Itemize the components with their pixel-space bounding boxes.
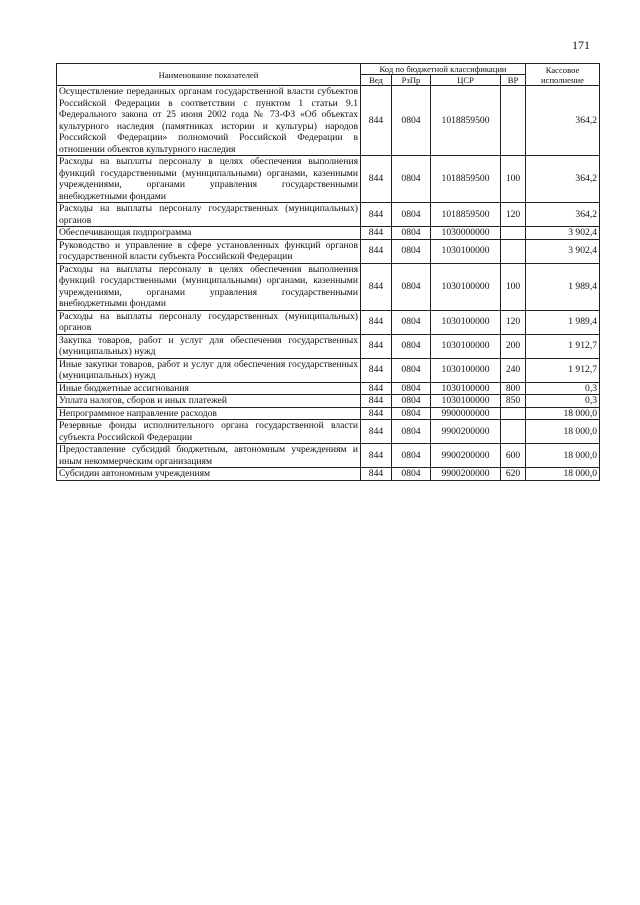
row-ved: 844 (361, 310, 392, 334)
row-name: Уплата налогов, сборов и иных платежей (57, 395, 361, 408)
row-amount: 0,3 (526, 395, 600, 408)
row-ved: 844 (361, 203, 392, 227)
row-ved: 844 (361, 407, 392, 420)
row-amount: 1 912,7 (526, 334, 600, 358)
row-amount: 18 000,0 (526, 407, 600, 420)
row-csr: 1030100000 (431, 395, 501, 408)
row-rzpr: 0804 (392, 310, 431, 334)
row-name: Расходы на выплаты персоналу в целях обеспечения выполнения функций государственными (муниципальными) органами, казенными учреждениями, органами управления государственными внебюджетными фондами (57, 263, 361, 310)
row-ved: 844 (361, 86, 392, 156)
row-csr: 1018859500 (431, 156, 501, 203)
row-csr: 1030100000 (431, 310, 501, 334)
row-amount: 0,3 (526, 382, 600, 395)
header-ved: Вед (361, 75, 392, 86)
table-row (57, 444, 600, 468)
row-amount: 1 989,4 (526, 263, 600, 310)
row-csr: 1030000000 (431, 227, 501, 240)
row-rzpr: 0804 (392, 407, 431, 420)
row-amount: 364,2 (526, 156, 600, 203)
row-name: Расходы на выплаты персоналу государственных (муниципальных) органов (57, 310, 361, 334)
table-row (57, 239, 600, 263)
row-amount: 18 000,0 (526, 444, 600, 468)
table-row (57, 468, 600, 481)
row-vr: 100 (501, 156, 526, 203)
table-row (57, 156, 600, 203)
row-vr: 620 (501, 468, 526, 481)
header-amount: Кассовое исполнение (526, 64, 600, 86)
row-csr: 1018859500 (431, 203, 501, 227)
row-vr: 600 (501, 444, 526, 468)
table-row (57, 86, 600, 156)
row-csr: 1030100000 (431, 239, 501, 263)
header-row-top (57, 64, 600, 75)
row-rzpr: 0804 (392, 382, 431, 395)
row-csr: 1030100000 (431, 382, 501, 395)
row-name: Резервные фонды исполнительного органа государственной власти субъекта Российской Федерации (57, 420, 361, 444)
row-name: Субсидии автономным учреждениям (57, 468, 361, 481)
table-row (57, 358, 600, 382)
table-row (57, 395, 600, 408)
page-number: 171 (572, 38, 590, 52)
row-vr: 120 (501, 203, 526, 227)
row-name: Руководство и управление в сфере установленных функций органов государственной власти субъекта Российской Федерации (57, 239, 361, 263)
row-rzpr: 0804 (392, 444, 431, 468)
row-name: Обеспечивающая подпрограмма (57, 227, 361, 240)
header-csr: ЦСР (431, 75, 501, 86)
table-row (57, 334, 600, 358)
row-rzpr: 0804 (392, 334, 431, 358)
row-csr: 1030100000 (431, 334, 501, 358)
row-ved: 844 (361, 334, 392, 358)
row-ved: 844 (361, 468, 392, 481)
table-row (57, 263, 600, 310)
row-csr: 1030100000 (431, 263, 501, 310)
row-amount: 1 989,4 (526, 310, 600, 334)
row-amount: 18 000,0 (526, 420, 600, 444)
row-csr: 1030100000 (431, 358, 501, 382)
budget-table (56, 63, 600, 481)
table-row (57, 203, 600, 227)
row-vr (501, 420, 526, 444)
header-rzpr: РзПр (392, 75, 431, 86)
row-name: Иные закупки товаров, работ и услуг для обеспечения государственных (муниципальных) нужд (57, 358, 361, 382)
table-row (57, 382, 600, 395)
row-name: Закупка товаров, работ и услуг для обеспечения государственных (муниципальных) нужд (57, 334, 361, 358)
row-name: Расходы на выплаты персоналу государственных (муниципальных) органов (57, 203, 361, 227)
row-ved: 844 (361, 382, 392, 395)
row-rzpr: 0804 (392, 227, 431, 240)
row-vr: 200 (501, 334, 526, 358)
row-rzpr: 0804 (392, 395, 431, 408)
row-amount: 1 912,7 (526, 358, 600, 382)
row-vr (501, 227, 526, 240)
row-vr: 120 (501, 310, 526, 334)
row-ved: 844 (361, 239, 392, 263)
row-rzpr: 0804 (392, 420, 431, 444)
row-csr: 9900000000 (431, 407, 501, 420)
row-rzpr: 0804 (392, 203, 431, 227)
row-vr: 240 (501, 358, 526, 382)
table-row (57, 227, 600, 240)
header-vr: ВР (501, 75, 526, 86)
row-vr: 850 (501, 395, 526, 408)
row-name: Осуществление переданных органам государственной власти субъектов Российской Федерации в соответствии с пунктом 1 статьи 9.1 Федерального закона от 25 июня 2002 года № 73-ФЗ «Об объектах культурного наследия (памятниках истории и культуры) народов Российской Федерации» полномочий Российской Федерации в отношении объектов культурного наследия (57, 86, 361, 156)
row-csr: 9900200000 (431, 444, 501, 468)
row-vr (501, 239, 526, 263)
row-ved: 844 (361, 420, 392, 444)
row-ved: 844 (361, 444, 392, 468)
row-vr (501, 407, 526, 420)
row-amount: 364,2 (526, 203, 600, 227)
row-csr: 1018859500 (431, 86, 501, 156)
header-name: Наименование показателей (57, 64, 361, 86)
row-name: Непрограммное направление расходов (57, 407, 361, 420)
row-ved: 844 (361, 156, 392, 203)
row-vr: 800 (501, 382, 526, 395)
row-amount: 3 902,4 (526, 227, 600, 240)
row-ved: 844 (361, 263, 392, 310)
row-amount: 18 000,0 (526, 468, 600, 481)
table-row (57, 310, 600, 334)
row-name: Расходы на выплаты персоналу в целях обеспечения выполнения функций государственными (муниципальными) органами, казенными учреждениями, органами управления государственными внебюджетными фондами (57, 156, 361, 203)
row-csr: 9900200000 (431, 468, 501, 481)
row-rzpr: 0804 (392, 239, 431, 263)
row-amount: 3 902,4 (526, 239, 600, 263)
row-amount: 364,2 (526, 86, 600, 156)
table-row (57, 420, 600, 444)
row-rzpr: 0804 (392, 358, 431, 382)
row-vr (501, 86, 526, 156)
table-row (57, 407, 600, 420)
header-code-group: Код по бюджетной классификации (361, 64, 526, 75)
row-ved: 844 (361, 358, 392, 382)
row-rzpr: 0804 (392, 468, 431, 481)
row-ved: 844 (361, 227, 392, 240)
row-rzpr: 0804 (392, 86, 431, 156)
row-name: Предоставление субсидий бюджетным, автономным учреждениям и иным некоммерческим организациям (57, 444, 361, 468)
row-rzpr: 0804 (392, 263, 431, 310)
row-vr: 100 (501, 263, 526, 310)
row-rzpr: 0804 (392, 156, 431, 203)
table-body (57, 86, 600, 481)
row-csr: 9900200000 (431, 420, 501, 444)
row-ved: 844 (361, 395, 392, 408)
row-name: Иные бюджетные ассигнования (57, 382, 361, 395)
